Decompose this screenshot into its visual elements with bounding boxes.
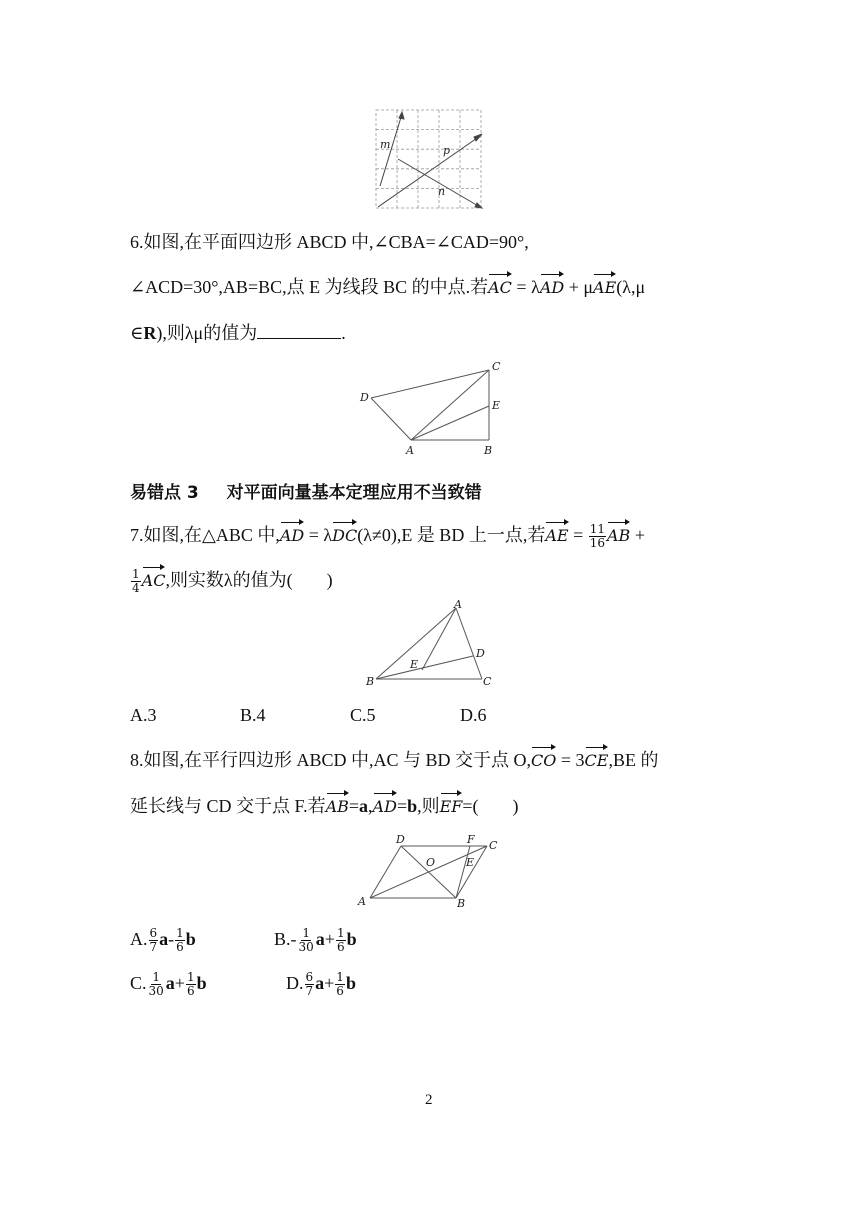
q8-label-a: A bbox=[358, 895, 366, 908]
q8-label-f: F bbox=[467, 833, 475, 846]
section-label: 易错点 3 bbox=[130, 483, 199, 503]
q7-label-d: D bbox=[476, 647, 485, 660]
vector-ab: AB bbox=[607, 521, 630, 549]
q6-line1: 6.如图,在平面四边形 ABCD 中,∠CBA=∠CAD=90°, bbox=[130, 232, 529, 252]
q7-label-e: E bbox=[410, 658, 419, 671]
vector-ad: AD bbox=[540, 273, 564, 301]
vector-ac: AC bbox=[488, 273, 512, 301]
q7-triangle-figure bbox=[362, 598, 498, 690]
fraction-11-16: $\frac{11}{16}$ bbox=[589, 522, 605, 551]
q6-label-d: D bbox=[360, 391, 369, 404]
q6-label-a: A bbox=[406, 444, 414, 457]
q7-label-b: B bbox=[366, 675, 375, 688]
q6-label-c: C bbox=[492, 360, 501, 373]
q8-line1: 8.如图,在平行四边形 ABCD 中,AC 与 BD 交于点 O,CO = 3CE,BE 的 bbox=[130, 746, 658, 774]
q6-line3: ∈R),则λμ的值为 . bbox=[130, 320, 346, 346]
vector-ac: AC bbox=[142, 566, 166, 594]
q6-label-b: B bbox=[484, 444, 493, 457]
vector-grid-figure bbox=[372, 106, 488, 212]
q7-option-c: C.5 bbox=[350, 705, 376, 725]
page-number: 2 bbox=[425, 1092, 433, 1108]
vector-dc: DC bbox=[332, 521, 357, 549]
q7-option-a: A.3 bbox=[130, 705, 157, 725]
section-heading bbox=[130, 478, 482, 503]
q8-line2: 延长线与 CD 交于点 F.若AB=a,AD=b,则EF=( ) bbox=[130, 792, 519, 820]
q7-line2: $\frac{1}{4}$ AC,则实数λ的值为( ) bbox=[132, 567, 333, 596]
q8-label-b: B bbox=[457, 897, 466, 908]
q8-label-e: E bbox=[466, 856, 475, 869]
vector-ae: AE bbox=[545, 521, 568, 549]
q7-label-a: A bbox=[454, 598, 462, 611]
label-p: p bbox=[443, 144, 451, 157]
q8-label-d: D bbox=[396, 833, 405, 846]
q7-option-b: B.4 bbox=[240, 705, 266, 725]
q7-line1: 7.如图,在△ABC 中,AD = λDC(λ≠0),E 是 BD 上一点,若AE = $\frac{11}{16}$ AB + bbox=[130, 522, 645, 551]
q8-option-b: B.- $\frac{1}{30}$ a+ $\frac{1}{6}$ b bbox=[274, 926, 357, 955]
q7-label-c: C bbox=[483, 675, 492, 688]
label-m: m bbox=[380, 138, 391, 151]
q6-line2: ∠ACD=30°,AB=BC,点 E 为线段 BC 的中点.若AC = λAD + μAE(λ,μ bbox=[130, 273, 645, 301]
q8-label-c: C bbox=[489, 839, 498, 852]
label-n: n bbox=[438, 185, 446, 198]
vector-ab: AB bbox=[326, 792, 349, 820]
q6-quadrilateral-figure bbox=[356, 358, 506, 458]
vector-ce: CE bbox=[585, 746, 609, 774]
vector-co: CO bbox=[531, 746, 556, 774]
q8-label-o: O bbox=[426, 856, 436, 869]
q8-parallelogram-figure bbox=[356, 832, 506, 908]
q8-option-c: C. $\frac{1}{30}$ a+ $\frac{1}{6}$ b bbox=[130, 970, 207, 999]
vector-ad: AD bbox=[280, 521, 304, 549]
vector-ad: AD bbox=[373, 792, 397, 820]
vector-ae: AE bbox=[593, 273, 616, 301]
fraction-1-4: $\frac{1}{4}$ bbox=[132, 567, 140, 596]
q8-option-a: A. $\frac{6}{7}$ a- $\frac{1}{6}$ b bbox=[130, 926, 196, 955]
answer-blank bbox=[257, 320, 341, 339]
vector-ef: EF bbox=[440, 792, 463, 820]
q8-option-d: D. $\frac{6}{7}$ a+ $\frac{1}{6}$ b bbox=[286, 970, 356, 999]
q7-option-d: D.6 bbox=[460, 705, 487, 725]
q6-label-e: E bbox=[492, 399, 501, 412]
section-title: 对平面向量基本定理应用不当致错 bbox=[226, 483, 482, 503]
